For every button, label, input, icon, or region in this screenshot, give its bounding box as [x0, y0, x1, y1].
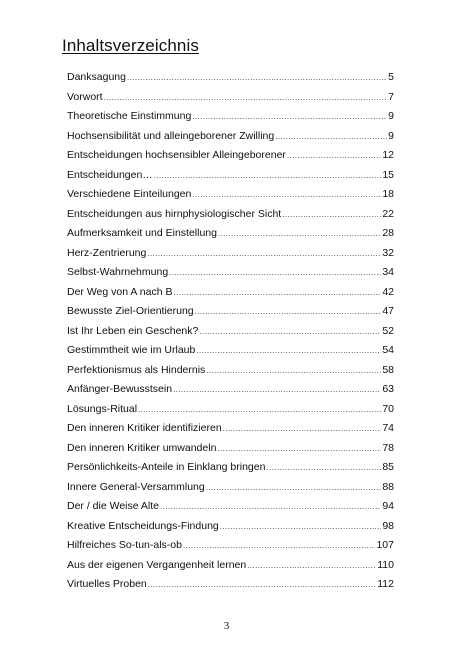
toc-entry	[67, 497, 394, 517]
toc-entry	[67, 322, 394, 342]
toc-entry-page: 47	[382, 305, 394, 317]
toc-dot-leader	[183, 536, 376, 556]
toc-entry-title: Herz-Zentrierung	[67, 246, 147, 259]
toc-entry-title: Hochsensibilität und alleingeborener Zwilling	[67, 129, 275, 142]
toc-dot-leader	[196, 341, 381, 361]
toc-entry-title: Entscheidungen…	[67, 168, 153, 181]
toc-dot-leader	[206, 361, 381, 381]
toc-entry	[67, 205, 394, 225]
toc-entry-page: 78	[382, 441, 394, 454]
toc-dot-leader	[195, 302, 382, 322]
toc-entry-page: 98	[382, 519, 394, 532]
toc-entry-page: 94	[382, 500, 394, 512]
toc-entry-page: 12	[382, 149, 394, 161]
toc-entry	[67, 244, 394, 264]
toc-entry-title: Entscheidungen hochsensibler Alleingeborener	[67, 149, 286, 161]
toc-entry	[67, 556, 394, 576]
toc-entry-page: 22	[382, 207, 394, 220]
toc-entry-title: Lösungs-Ritual	[67, 402, 138, 415]
toc-dot-leader	[282, 205, 381, 225]
toc-entry	[67, 419, 394, 439]
toc-entry	[67, 166, 394, 186]
toc-entry-title: Vorwort	[67, 90, 103, 103]
toc-entry-title: Der / die Weise Alte	[67, 500, 160, 512]
toc-entry	[67, 400, 394, 420]
toc-entry-title: Bewusste Ziel-Orientierung	[67, 305, 194, 317]
toc-entry-title: Der Weg von A nach B	[67, 285, 173, 298]
toc-entry-page: 63	[382, 383, 394, 395]
toc-entry-page: 34	[382, 266, 394, 278]
toc-entry	[67, 302, 394, 322]
toc-entry-page: 52	[382, 324, 394, 337]
toc-entry	[67, 146, 394, 166]
toc-entry-page: 9	[388, 110, 394, 122]
toc-entry-page: 110	[377, 558, 394, 571]
toc-entry-title: Aufmerksamkeit und Einstellung	[67, 227, 217, 239]
toc-entry-page: 15	[382, 168, 394, 181]
toc-dot-leader	[266, 458, 381, 478]
toc-dot-leader	[154, 166, 382, 186]
toc-dot-leader	[247, 556, 376, 576]
toc-dot-leader	[160, 497, 381, 517]
page-number: 3	[223, 620, 230, 632]
toc-entry	[67, 380, 394, 400]
toc-entry-title: Hilfreiches So-tun-als-ob	[67, 539, 182, 551]
toc-entry	[67, 575, 394, 595]
toc-entry-page: 7	[388, 90, 394, 103]
toc-dot-leader	[206, 478, 382, 498]
toc-entry	[67, 127, 394, 147]
toc-dot-leader	[148, 575, 376, 595]
toc-entry	[67, 283, 394, 303]
toc-entry-title: Entscheidungen aus hirnphysiologischer Sicht	[67, 207, 282, 220]
toc-entry-page: 88	[382, 480, 394, 493]
toc-entry-title: Gestimmtheit wie im Urlaub	[67, 344, 196, 356]
toc-entry	[67, 263, 394, 283]
toc-dot-leader	[218, 224, 381, 244]
toc-entry-page: 70	[382, 402, 394, 415]
toc-entry	[67, 439, 394, 459]
toc-entry-title: Den inneren Kritiker umwandeln	[67, 441, 217, 454]
toc-dot-leader	[223, 419, 382, 439]
toc-entry-title: Persönlichkeits-Anteile in Einklang bringen	[67, 461, 266, 473]
toc-entry	[67, 341, 394, 361]
toc-entry-page: 74	[382, 422, 394, 434]
toc-entry	[67, 517, 394, 537]
toc-dot-leader	[169, 263, 381, 283]
toc-entry	[67, 68, 394, 88]
toc-entry	[67, 536, 394, 556]
toc-entry-page: 5	[388, 71, 394, 83]
toc-entry-title: Verschiedene Einteilungen	[67, 188, 192, 200]
toc-dot-leader	[220, 517, 382, 537]
toc-entry-page: 112	[377, 578, 394, 590]
toc-entry-page: 9	[388, 129, 394, 142]
toc-dot-leader	[173, 380, 381, 400]
toc-dot-leader	[275, 127, 387, 147]
toc-entry-title: Ist Ihr Leben ein Geschenk?	[67, 324, 199, 337]
toc-entry-title: Kreative Entscheidungs-Findung	[67, 519, 219, 532]
toc-dot-leader	[192, 185, 381, 205]
toc-entry-title: Selbst-Wahrnehmung	[67, 266, 169, 278]
toc-dot-leader	[173, 283, 381, 303]
toc-entry	[67, 361, 394, 381]
toc-entry-page: 42	[382, 285, 394, 298]
toc-dot-leader	[127, 68, 387, 88]
toc-entry-page: 32	[382, 246, 394, 259]
toc-dot-leader	[217, 439, 381, 459]
toc-entry	[67, 478, 394, 498]
toc-entry-page: 54	[382, 344, 394, 356]
toc-entry-title: Den inneren Kritiker identifizieren	[67, 422, 222, 434]
toc-entry-title: Danksagung	[67, 71, 126, 83]
toc-dot-leader	[199, 322, 381, 342]
toc-dot-leader	[104, 88, 388, 108]
toc-entry	[67, 88, 394, 108]
toc-dot-leader	[147, 244, 381, 264]
toc-entry-title: Innere General-Versammlung	[67, 480, 205, 493]
toc-dot-leader	[287, 146, 381, 166]
toc-entry-title: Anfänger-Bewusstsein	[67, 383, 173, 395]
toc-entry	[67, 185, 394, 205]
toc-entry-title: Aus der eigenen Vergangenheit lernen	[67, 558, 247, 571]
toc-entry-title: Perfektionismus als Hindernis	[67, 363, 206, 376]
toc-entry-page: 107	[376, 539, 394, 551]
toc-dot-leader	[192, 107, 387, 127]
toc-dot-leader	[138, 400, 381, 420]
toc-entry	[67, 224, 394, 244]
toc-entry	[67, 107, 394, 127]
toc-entry	[67, 458, 394, 478]
table-of-contents	[67, 68, 394, 595]
page-title: Inhaltsverzeichnis	[62, 36, 199, 55]
toc-entry-page: 85	[382, 461, 394, 473]
toc-entry-page: 18	[382, 188, 394, 200]
toc-entry-title: Theoretische Einstimmung	[67, 110, 192, 122]
toc-entry-page: 28	[382, 227, 394, 239]
toc-entry-page: 58	[382, 363, 394, 376]
toc-entry-title: Virtuelles Proben	[67, 578, 147, 590]
